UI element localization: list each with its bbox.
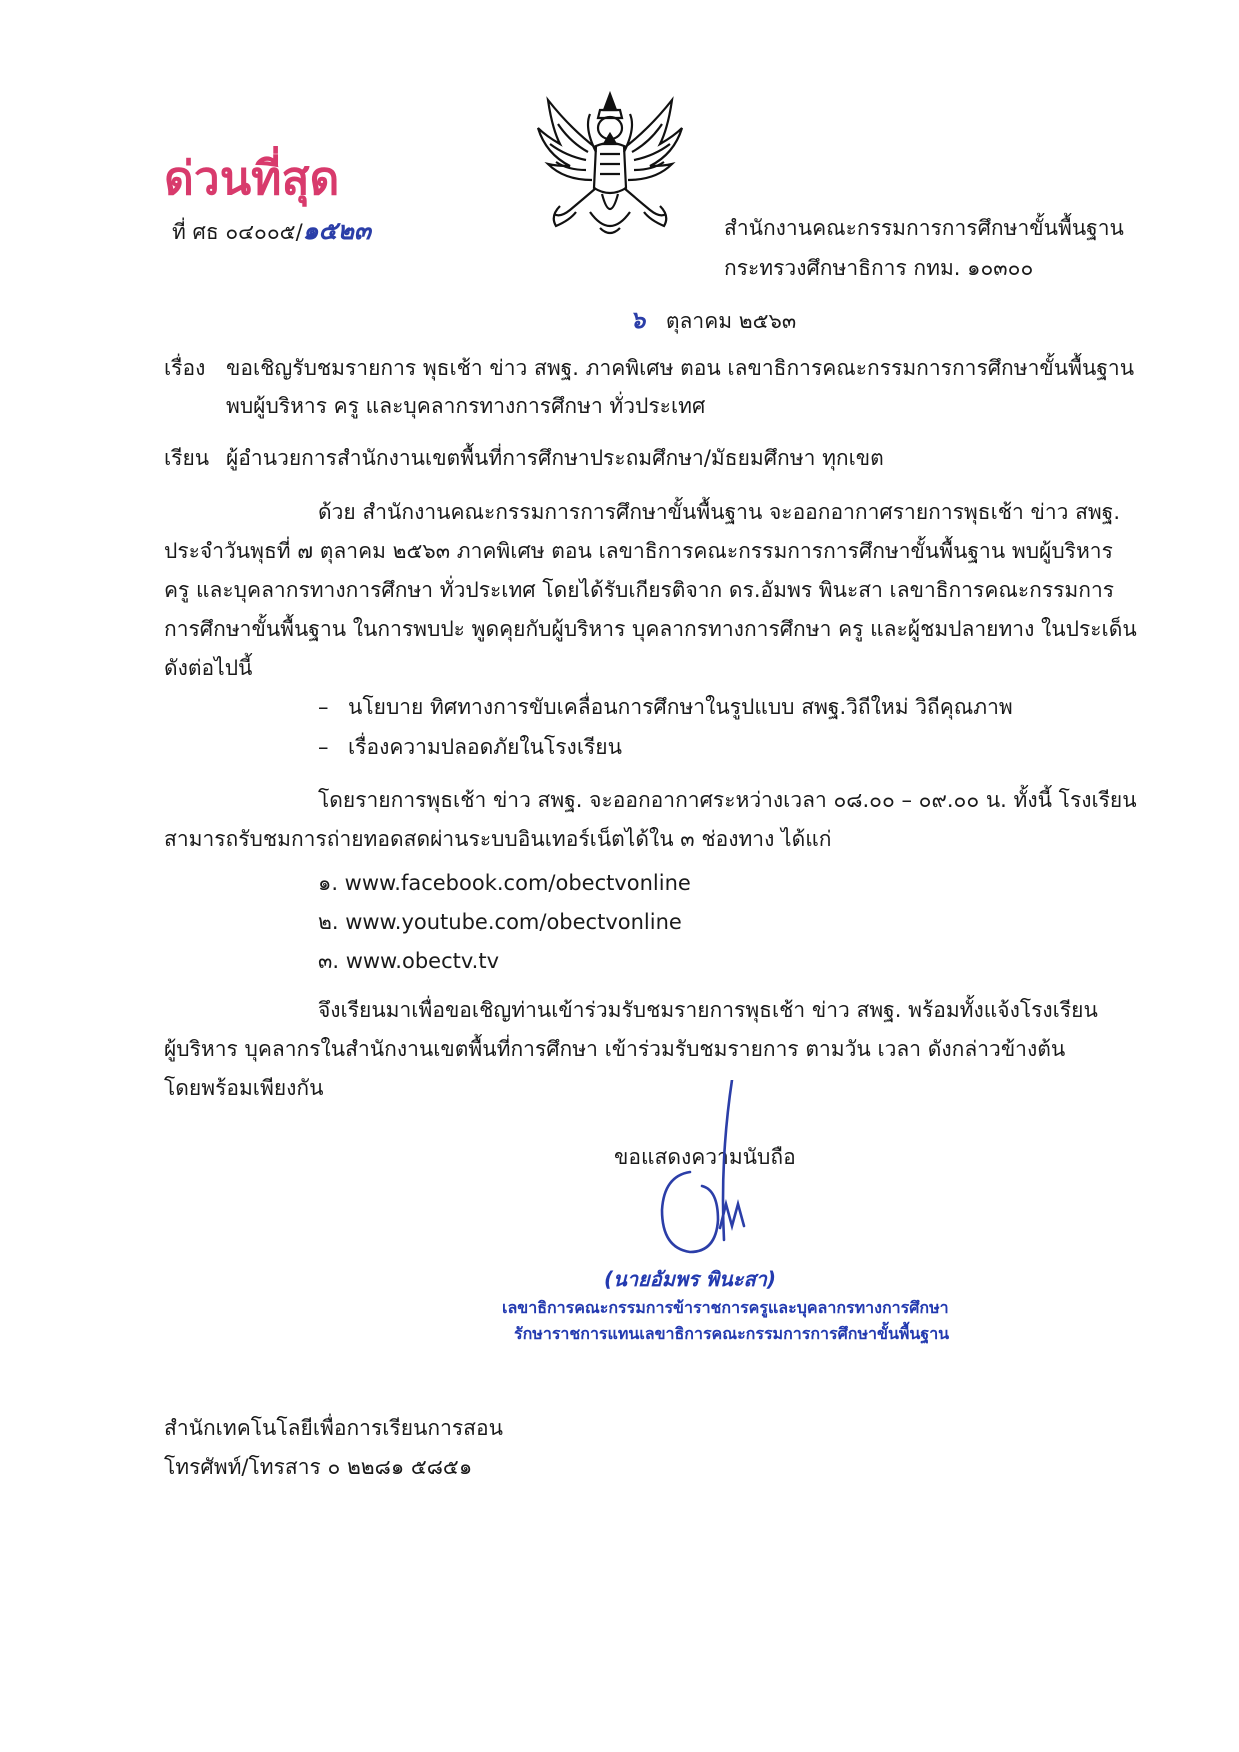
paragraph-2-line: โดยรายการพุธเช้า ข่าว สพฐ. จะออกอากาศระหว่างเวลา ๐๘.๐๐ – ๐๙.๐๐ น. ทั้งนี้ โรงเรียน <box>318 788 1137 812</box>
paragraph-3-line: โดยพร้อมเพียงกัน <box>164 1076 324 1100</box>
subject-label: เรื่อง <box>164 356 206 380</box>
paragraph-1-line: ครู และบุคลากรทางการศึกษา ทั่วประเทศ โดยได้รับเกียรติจาก ดร.อัมพร พินะสา เลขาธิการคณะกรรมการ <box>164 578 1115 602</box>
agency-address: กระทรวงศึกษาธิการ กทม. ๑๐๓๐๐ <box>724 256 1034 280</box>
date-month-year: ตุลาคม ๒๕๖๓ <box>665 309 797 333</box>
bullet-item: นโยบาย ทิศทางการขับเคลื่อนการศึกษาในรูปแบบ สพฐ.วิถีใหม่ วิถีคุณภาพ <box>348 695 1013 719</box>
paragraph-1-line: ด้วย สำนักงานคณะกรรมการการศึกษาขั้นพื้นฐาน จะออกอากาศรายการพุธเช้า ข่าว สพฐ. <box>318 500 1121 524</box>
recipient-text: ผู้อำนวยการสำนักงานเขตพื้นที่การศึกษาประถมศึกษา/มัธยมศึกษา ทุกเขต <box>226 446 884 470</box>
paragraph-3-line: จึงเรียนมาเพื่อขอเชิญท่านเข้าร่วมรับชมรายการพุธเช้า ข่าว สพฐ. พร้อมทั้งแจ้งโรงเรียน <box>318 998 1098 1022</box>
channel-item: ๓. www.obectv.tv <box>318 949 499 973</box>
bullet-item: เรื่องความปลอดภัยในโรงเรียน <box>348 735 622 759</box>
bullet-mark: – <box>318 695 329 719</box>
paragraph-1-line: ประจำวันพุธที่ ๗ ตุลาคม ๒๕๖๓ ภาคพิเศษ ตอน เลขาธิการคณะกรรมการการศึกษาขั้นพื้นฐาน พบผู้บริหาร <box>164 539 1113 563</box>
reference-prefix: ที่ ศธ ๐๔๐๐๕/ <box>172 220 303 244</box>
paragraph-1-line: ดังต่อไปนี้ <box>164 656 253 680</box>
signer-name: (นายอัมพร พินะสา) <box>604 1267 777 1291</box>
reference-handwritten-number: ๑๕๒๓ <box>302 216 372 245</box>
subject-line-2: พบผู้บริหาร ครู และบุคลากรทางการศึกษา ทั่วประเทศ <box>226 394 706 418</box>
subject-line-1: ขอเชิญรับชมรายการ พุธเช้า ข่าว สพฐ. ภาคพิเศษ ตอน เลขาธิการคณะกรรมการการศึกษาขั้นพื้นฐาน <box>226 356 1135 380</box>
urgency-label: ด่วนที่สุด <box>164 151 340 205</box>
handwritten-signature <box>640 1080 780 1260</box>
channel-item: ๒. www.youtube.com/obectvonline <box>318 910 682 934</box>
signer-title-2: รักษาราชการแทนเลขาธิการคณะกรรมการการศึกษาขั้นพื้นฐาน <box>514 1324 950 1343</box>
garuda-emblem <box>530 88 690 248</box>
recipient-label: เรียน <box>164 446 210 470</box>
footer-office: สำนักเทคโนโลยีเพื่อการเรียนการสอน <box>164 1416 503 1440</box>
closing-salutation: ขอแสดงความนับถือ <box>614 1145 796 1169</box>
paragraph-2-line: สามารถรับชมการถ่ายทอดสดผ่านระบบอินเทอร์เน็ตได้ใน ๓ ช่องทาง ได้แก่ <box>164 827 832 851</box>
channel-item: ๑. www.facebook.com/obectvonline <box>318 871 691 895</box>
paragraph-3-line: ผู้บริหาร บุคลากรในสำนักงานเขตพื้นที่การศึกษา เข้าร่วมรับชมรายการ ตามวัน เวลา ดังกล่าวข้างต้น <box>164 1037 1066 1061</box>
date-day-handwritten: ๖ <box>630 306 646 334</box>
bullet-mark: – <box>318 735 329 759</box>
signer-title-1: เลขาธิการคณะกรรมการข้าราชการครูและบุคลากรทางการศึกษา <box>502 1298 949 1317</box>
reference-number <box>172 218 371 243</box>
footer-phone: โทรศัพท์/โทรสาร ๐ ๒๒๘๑ ๕๘๕๑ <box>164 1455 473 1479</box>
letter-date <box>630 308 796 332</box>
agency-name: สำนักงานคณะกรรมการการศึกษาขั้นพื้นฐาน <box>724 216 1124 240</box>
paragraph-1-line: การศึกษาขั้นพื้นฐาน ในการพบปะ พูดคุยกับผู้บริหาร บุคลากรทางการศึกษา ครู และผู้ชมปลายทาง ในประเด็น <box>164 617 1137 641</box>
